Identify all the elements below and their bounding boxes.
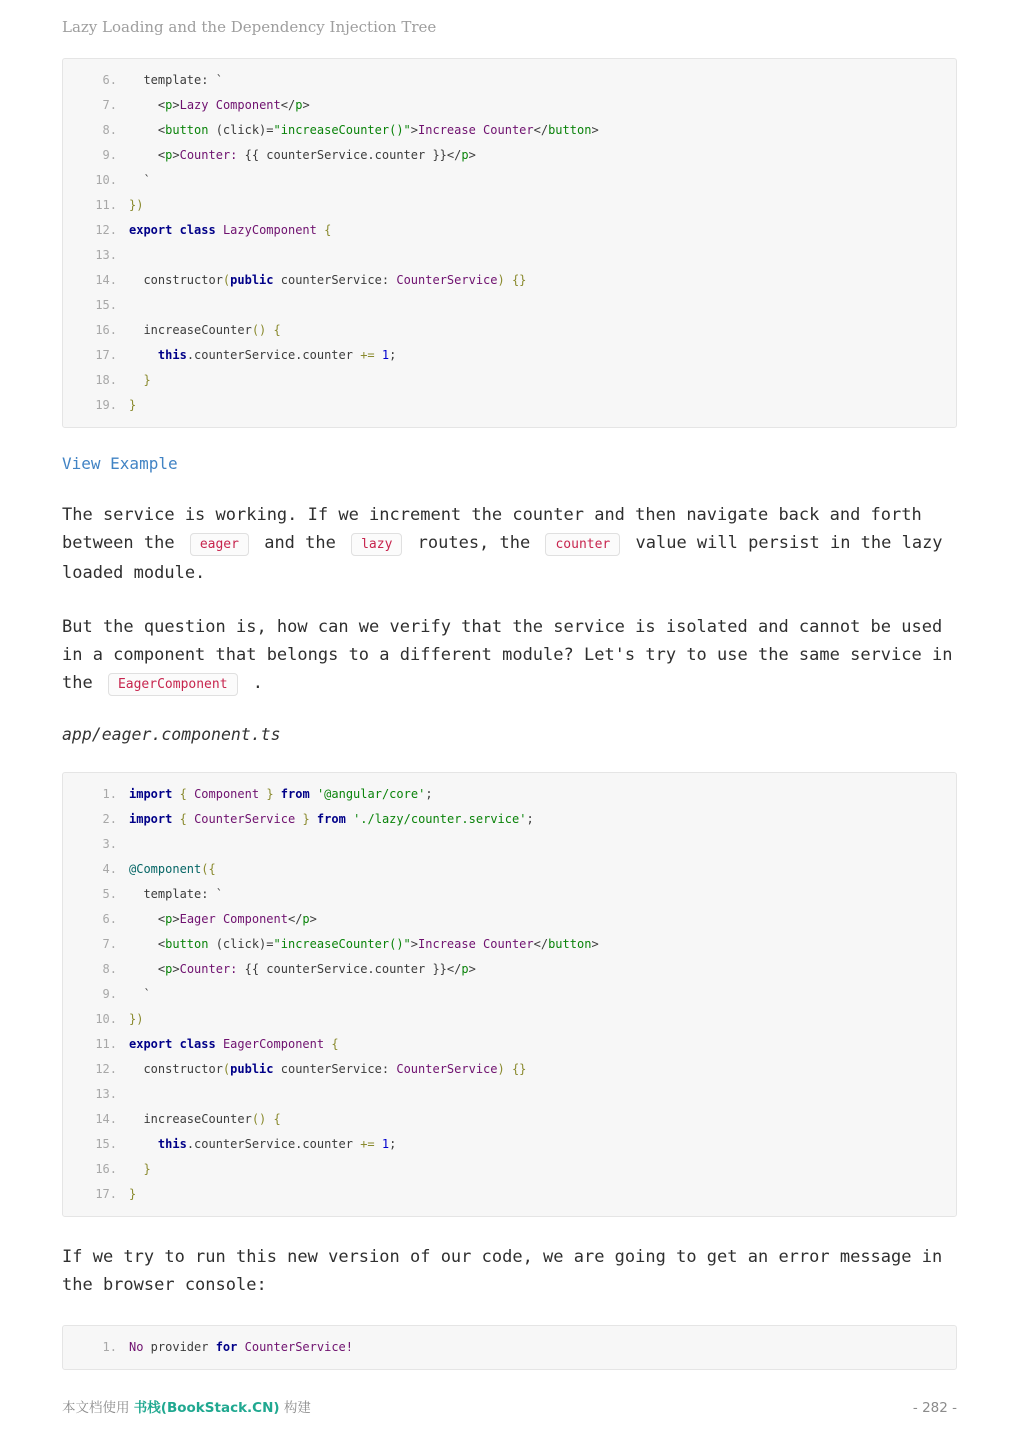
- line-number: 10.: [95, 173, 117, 187]
- code-line: [79, 143, 940, 168]
- code-line: [79, 268, 940, 293]
- code-text: }: [129, 1162, 151, 1176]
- code-line: [79, 368, 940, 393]
- code-line: [79, 393, 940, 418]
- code-text: template: `: [129, 887, 223, 901]
- code-line: [79, 1082, 940, 1107]
- code-text: <p>Counter: {{ counterService.counter }}</p>: [129, 148, 476, 162]
- code-line: [79, 1132, 940, 1157]
- code-line: [79, 93, 940, 118]
- code-text: }: [129, 398, 137, 412]
- code-line: [79, 1032, 940, 1057]
- code-text: `: [129, 987, 151, 1001]
- code-line: [79, 243, 940, 268]
- code-line: [79, 343, 940, 368]
- line-number: 1.: [102, 1340, 117, 1354]
- line-number: 16.: [95, 323, 117, 337]
- code-line: [79, 1057, 940, 1082]
- code-line: [79, 68, 940, 93]
- line-number: 10.: [95, 1012, 117, 1026]
- line-number: 11.: [95, 198, 117, 212]
- code-text: constructor(public counterService: CounterService) {}: [129, 273, 527, 287]
- code-text: [129, 293, 136, 318]
- code-line: [79, 193, 940, 218]
- code-text: <p>Eager Component</p>: [129, 912, 317, 926]
- code-text: No provider for CounterService!: [129, 1340, 353, 1354]
- code-line: [79, 907, 940, 932]
- code-block-error-output: [62, 1325, 957, 1370]
- line-number: 12.: [95, 223, 117, 237]
- line-number: 14.: [95, 273, 117, 287]
- line-number: 7.: [102, 937, 117, 951]
- code-line: [79, 957, 940, 982]
- line-number: 6.: [102, 912, 117, 926]
- line-number: 15.: [95, 1137, 117, 1151]
- code-line: [79, 293, 940, 318]
- code-text: <p>Lazy Component</p>: [129, 98, 310, 112]
- inline-code: EagerComponent: [108, 673, 238, 696]
- page-footer: [62, 1396, 957, 1416]
- code-line: [79, 807, 940, 832]
- code-text: [129, 832, 136, 857]
- code-text: this.counterService.counter += 1;: [157, 348, 397, 362]
- inline-code: lazy: [351, 533, 402, 556]
- code-line: [79, 1157, 940, 1182]
- code-text: `: [129, 173, 151, 187]
- code-text: import { CounterService } from './lazy/counter.service';: [129, 812, 534, 826]
- line-number: 18.: [95, 373, 117, 387]
- line-number: 1.: [102, 787, 117, 801]
- line-number: 8.: [102, 123, 117, 137]
- line-number: 7.: [102, 98, 117, 112]
- line-number: 12.: [95, 1062, 117, 1076]
- line-number: 13.: [95, 1087, 117, 1101]
- code-text: }): [129, 198, 144, 212]
- paragraph-question-isolated: But the question is, how can we verify that the service is isolated and cannot be used in a component that belongs to a different module? Let's try to use the same service in the EagerComponent .: [62, 613, 957, 699]
- line-number: 8.: [102, 962, 117, 976]
- code-text: this.counterService.counter += 1;: [157, 1137, 397, 1151]
- code-line: [79, 932, 940, 957]
- filename-heading: app/eager.component.ts: [62, 725, 281, 744]
- line-number: 17.: [95, 1187, 117, 1201]
- code-line: [79, 168, 940, 193]
- footer-prefix: 本文档使用: [62, 1400, 134, 1416]
- line-number: 9.: [102, 987, 117, 1001]
- line-number: 19.: [95, 398, 117, 412]
- code-line: [79, 318, 940, 343]
- inline-code: eager: [190, 533, 249, 556]
- line-number: 2.: [102, 812, 117, 826]
- code-text: }): [129, 1012, 144, 1026]
- line-number: 3.: [102, 837, 117, 851]
- code-text: <button (click)="increaseCounter()">Increase Counter</button>: [129, 937, 599, 951]
- code-text: <p>Counter: {{ counterService.counter }}</p>: [129, 962, 476, 976]
- code-line: [79, 1107, 940, 1132]
- line-number: 14.: [95, 1112, 117, 1126]
- inline-code: counter: [545, 533, 620, 556]
- code-text: increaseCounter() {: [129, 1112, 281, 1126]
- code-text: <button (click)="increaseCounter()">Increase Counter</button>: [129, 123, 599, 137]
- code-text: constructor(public counterService: CounterService) {}: [129, 1062, 527, 1076]
- line-number: 17.: [95, 348, 117, 362]
- code-text: export class LazyComponent {: [129, 223, 332, 237]
- code-line: [79, 118, 940, 143]
- footer-suffix: 构建: [283, 1400, 311, 1416]
- code-block-lazy-component: [62, 58, 957, 428]
- code-line: [79, 1182, 940, 1207]
- page-header-title: Lazy Loading and the Dependency Injection Tree: [62, 18, 437, 36]
- code-text: increaseCounter() {: [129, 323, 281, 337]
- code-line: [79, 1335, 940, 1360]
- code-line: [79, 782, 940, 807]
- line-number: 9.: [102, 148, 117, 162]
- paragraph-service-working: The service is working. If we increment the counter and then navigate back and forth between the eager and the lazy routes, the counter value will persist in the lazy loaded module.: [62, 505, 943, 583]
- line-number: 5.: [102, 887, 117, 901]
- code-text: }: [129, 1187, 137, 1201]
- line-number: 15.: [95, 298, 117, 312]
- code-line: [79, 857, 940, 882]
- code-text: import { Component } from '@angular/core';: [129, 787, 433, 801]
- code-line: [79, 218, 940, 243]
- code-line: [79, 832, 940, 857]
- paragraph-error-message: If we try to run this new version of our code, we are going to get an error message in the browser console:: [62, 1247, 943, 1295]
- code-line: [79, 982, 940, 1007]
- code-text: template: `: [129, 73, 223, 87]
- page-number: - 282 -: [912, 1400, 957, 1416]
- code-text: @Component({: [129, 862, 216, 876]
- code-text: [129, 1082, 136, 1107]
- code-block-eager-component: [62, 772, 957, 1217]
- code-text: export class EagerComponent {: [129, 1037, 339, 1051]
- footer-build-note: [62, 1396, 311, 1416]
- line-number: 13.: [95, 248, 117, 262]
- line-number: 6.: [102, 73, 117, 87]
- line-number: 11.: [95, 1037, 117, 1051]
- line-number: 16.: [95, 1162, 117, 1176]
- code-text: }: [129, 373, 151, 387]
- code-line: [79, 1007, 940, 1032]
- bookstack-brand-link[interactable]: 书栈(BookStack.CN): [133, 1400, 280, 1416]
- view-example-link[interactable]: View Example: [62, 454, 178, 473]
- code-line: [79, 882, 940, 907]
- code-text: [129, 243, 136, 268]
- line-number: 4.: [102, 862, 117, 876]
